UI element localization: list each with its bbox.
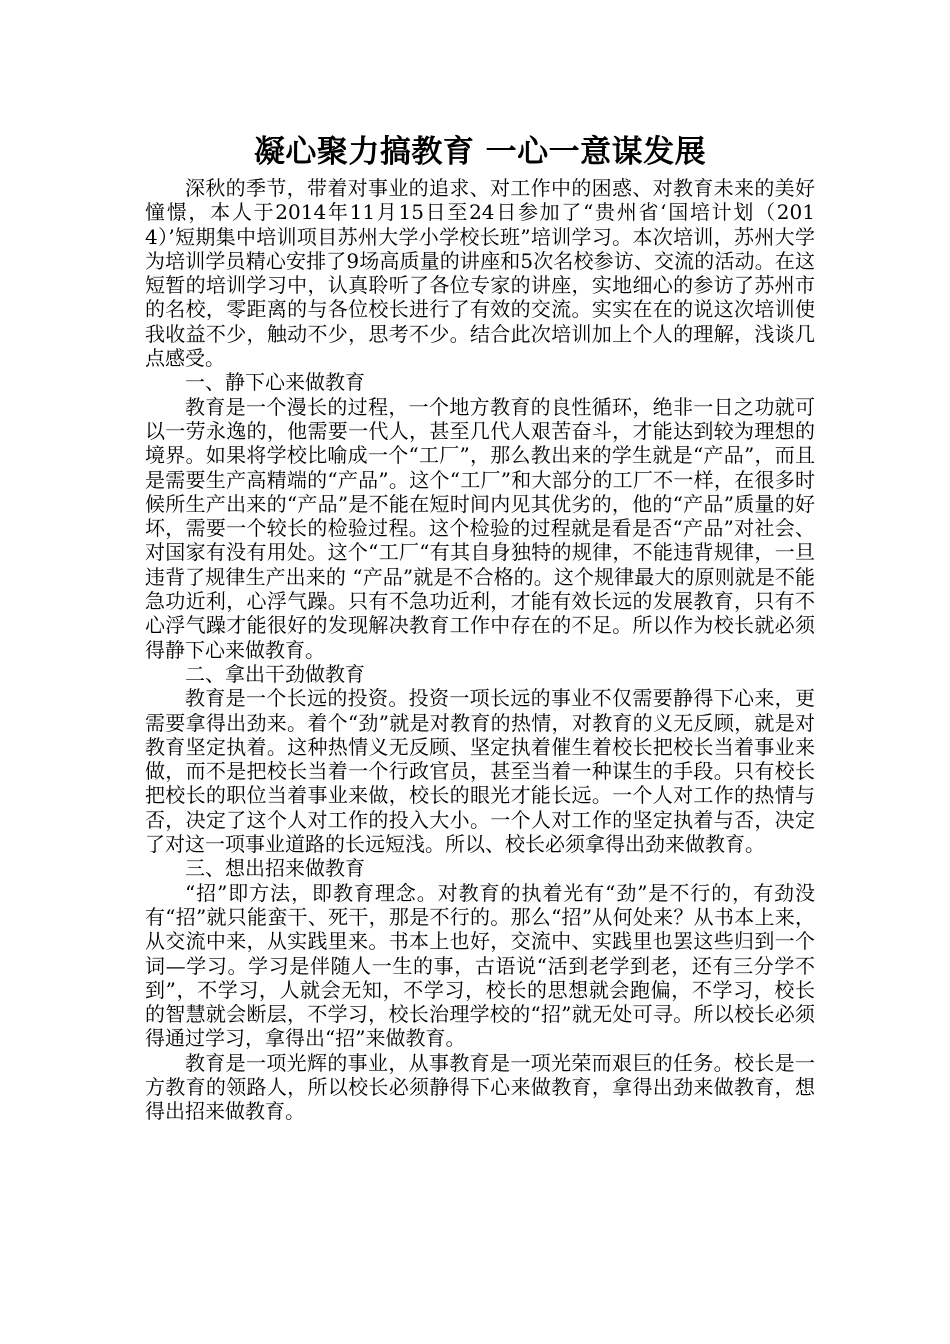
conclusion-paragraph: 教育是一项光辉的事业，从事教育是一项光荣而艰巨的任务。校长是一方教育的领路人，所以校长必须静得下心来做教育，拿得出劲来做教育，想得出招来做教育。 <box>145 1050 815 1124</box>
document-title: 凝心聚力搞教育 一心一意谋发展 <box>253 134 707 170</box>
document-page <box>145 128 815 1124</box>
section-heading-3: 三、想出招来做教育 <box>185 856 365 881</box>
section-1-paragraph: 教育是一个漫长的过程，一个地方教育的良性循环，绝非一日之功就可以一劳永逸的，他需要一代人，甚至几代人艰苦奋斗，才能达到较为理想的境界。如果将学校比喻成一个“工厂”，那么教出来的学生就是“产品”，而且是需要生产高精端的“产品”。这个“工厂”和大部分的工厂不一样，在很多时候所生产出来的“产品”是不能在短时间内见其优劣的，他的“产品”质量的好坏，需要一个较长的检验过程。这个检验的过程就是看是否“产品”对社会、对国家有没有用处。这个“工厂“有其自身独特的规律，不能违背规律，一旦违背了规律生产出来的 “产品”就是不合格的。这个规律最大的原则就是不能急功近利，心浮气躁。只有不急功近利，才能有效长远的发展教育，只有不心浮气躁才能很好的发现解决教育工作中存在的不足。所以作为校长就必须得静下心来做教育。 <box>145 394 815 662</box>
intro-paragraph: 深秋的季节，带着对事业的追求、对工作中的困惑、对教育未来的美好憧憬，本人于2014年11月15日至24日参加了“贵州省‘国培计划（2014）’短期集中培训项目苏州大学小学校长班”培训学习。本次培训，苏州大学为培训学员精心安排了9场高质量的讲座和5次名校参访、交流的活动。在这短暂的培训学习中，认真聆听了各位专家的讲座，实地细心的参访了苏州市的名校，零距离的与各位校长进行了有效的交流。实实在在的说这次培训使我收益不少，触动不少，思考不少。结合此次培训加上个人的理解，浅谈几点感受。 <box>145 176 815 371</box>
section-2-paragraph: 教育是一个长远的投资。投资一项长远的事业不仅需要静得下心来，更需要拿得出劲来。着个“劲”就是对教育的热情，对教育的义无反顾，就是对教育坚定执着。这种热情义无反顾、坚定执着催生着校长把校长当着事业来做，而不是把校长当着一个行政官员，甚至当着一种谋生的手段。只有校长把校长的职位当着事业来做，校长的眼光才能长远。一个人对工作的热情与否，决定了这个人对工作的投入大小。一个人对工作的坚定执着与否，决定了对这一项事业道路的长远短浅。所以、校长必须拿得出劲来做教育。 <box>145 686 815 857</box>
section-heading-2: 二、拿出干劲做教育 <box>185 661 365 686</box>
section-heading-1: 一、静下心来做教育 <box>185 370 365 395</box>
section-3-paragraph: “招”即方法，即教育理念。对教育的执着光有“劲”是不行的，有劲没有“招”就只能蛮干、死干，那是不行的。那么“招”从何处来？从书本上来，从交流中来，从实践里来。书本上也好，交流中、实践里也罢这些归到一个词—学习。学习是伴随人一生的事，古语说“活到老学到老，还有三分学不到”，不学习，人就会无知，不学习，校长的思想就会跑偏，不学习，校长的智慧就会断层，不学习，校长治理学校的“招”就无处可寻。所以校长必须得通过学习，拿得出“招”来做教育。 <box>145 880 815 1051</box>
